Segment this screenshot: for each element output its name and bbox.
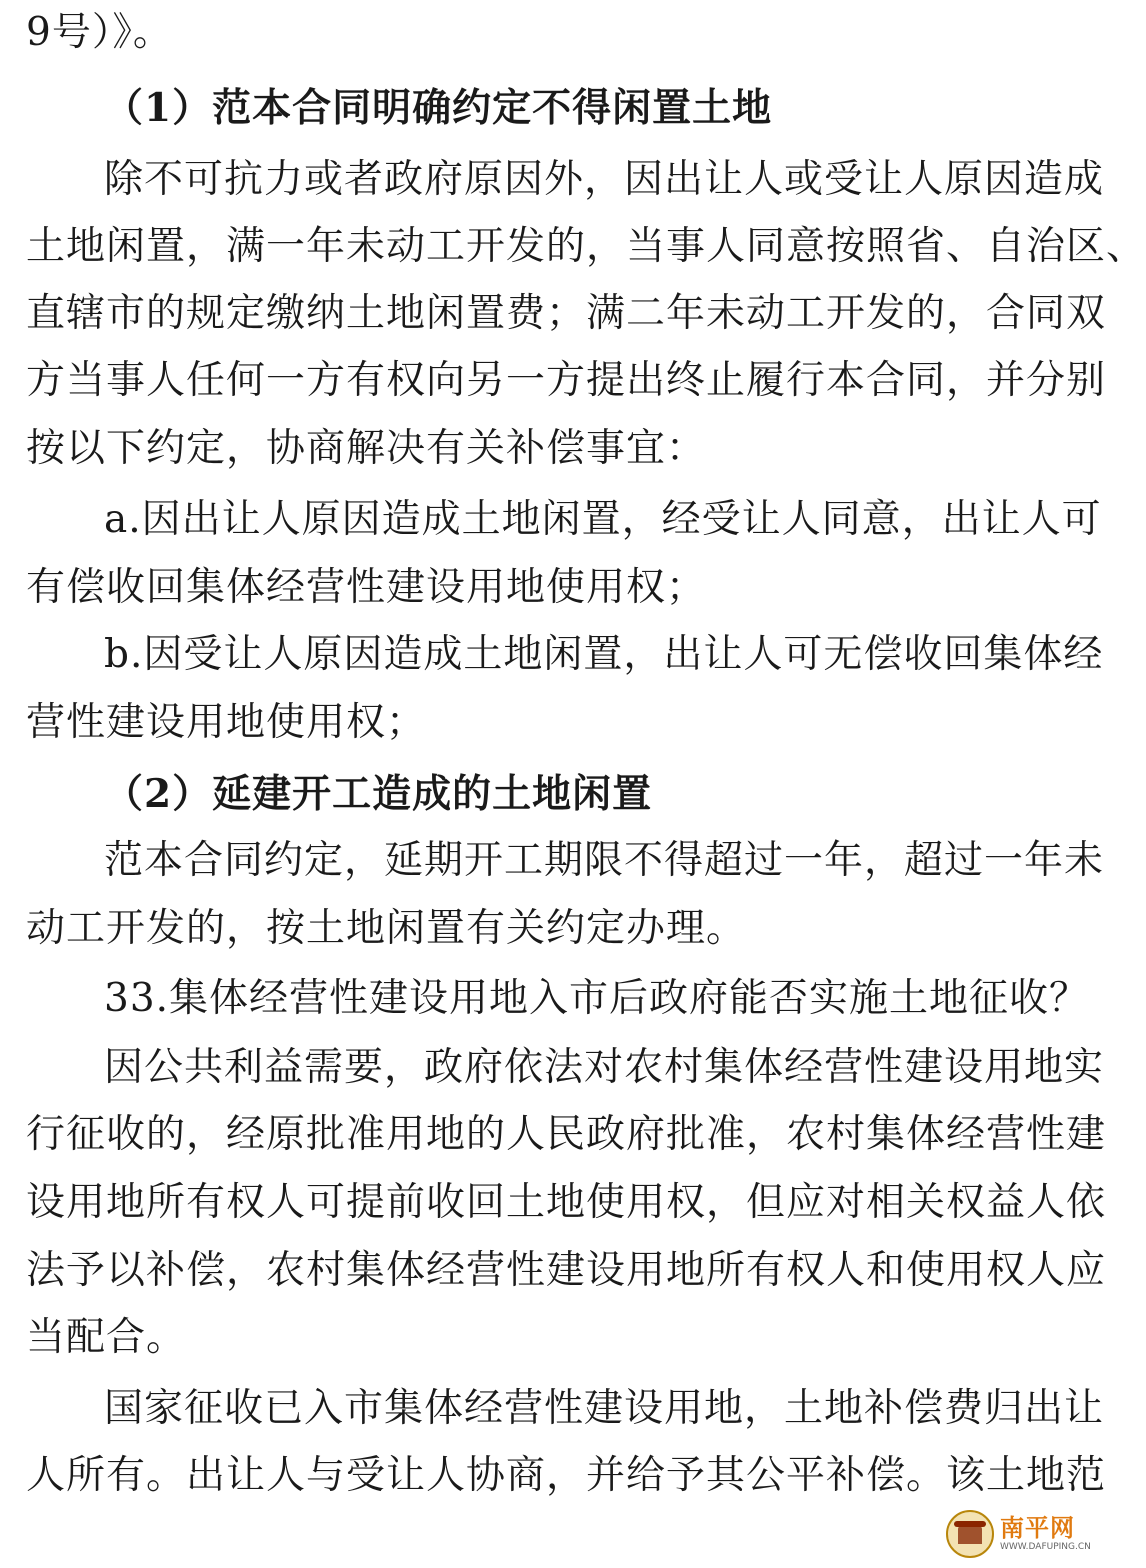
watermark-name: 南平网 — [1000, 1514, 1075, 1542]
text-line-17: 行征收的，经原批准用地的人民政府批准，农村集体经营性建 — [26, 1112, 1107, 1157]
text-line-11: 营性建设用地使用权； — [26, 700, 427, 745]
text-line-1: 9号）》。 — [26, 10, 173, 55]
text-line-4: 土地闲置，满一年未动工开发的，当事人同意按照省、自治区、 — [26, 224, 1146, 269]
text-line-8: a.因出让人原因造成土地闲置，经受让人同意，出让人可 — [104, 497, 1102, 542]
watermark-url: WWW.DAFUPING.CN — [1000, 1542, 1091, 1552]
text-line-16: 因公共利益需要，政府依法对农村集体经营性建设用地实 — [104, 1045, 1105, 1090]
text-line-22: 人所有。出让人与受让人协商，并给予其公平补偿。该土地范 — [26, 1453, 1107, 1498]
text-line-21: 国家征收已入市集体经营性建设用地，土地补偿费归出让 — [104, 1386, 1105, 1431]
text-line-14: 动工开发的，按土地闲置有关约定办理。 — [26, 906, 747, 951]
text-line-20: 当配合。 — [26, 1315, 187, 1360]
watermark-text — [1000, 1516, 1091, 1552]
text-line-19: 法予以补偿，农村集体经营性建设用地所有权人和使用权人应 — [26, 1248, 1107, 1293]
section-heading-2: （2）延建开工造成的土地闲置 — [104, 771, 653, 817]
text-line-5: 直辖市的规定缴纳土地闲置费；满二年未动工开发的，合同双 — [26, 291, 1107, 336]
text-line-7: 按以下约定，协商解决有关补偿事宜： — [26, 426, 707, 471]
text-line-9: 有偿收回集体经营性建设用地使用权； — [26, 565, 707, 610]
site-watermark-logo — [946, 1504, 1091, 1564]
question-heading-33: 33.集体经营性建设用地入市后政府能否实施土地征收？ — [104, 976, 1090, 1021]
section-heading-1: （1）范本合同明确约定不得闲置土地 — [104, 85, 773, 131]
text-line-13: 范本合同约定，延期开工期限不得超过一年，超过一年未 — [104, 838, 1105, 883]
gate-tower-icon — [946, 1510, 994, 1558]
text-line-3: 除不可抗力或者政府原因外，因出让人或受让人原因造成 — [104, 157, 1105, 202]
text-line-10: b.因受让人原因造成土地闲置，出让人可无偿收回集体经 — [104, 632, 1104, 677]
text-line-18: 设用地所有权人可提前收回土地使用权，但应对相关权益人依 — [26, 1180, 1107, 1225]
text-line-6: 方当事人任何一方有权向另一方提出终止履行本合同，并分别 — [26, 358, 1107, 403]
